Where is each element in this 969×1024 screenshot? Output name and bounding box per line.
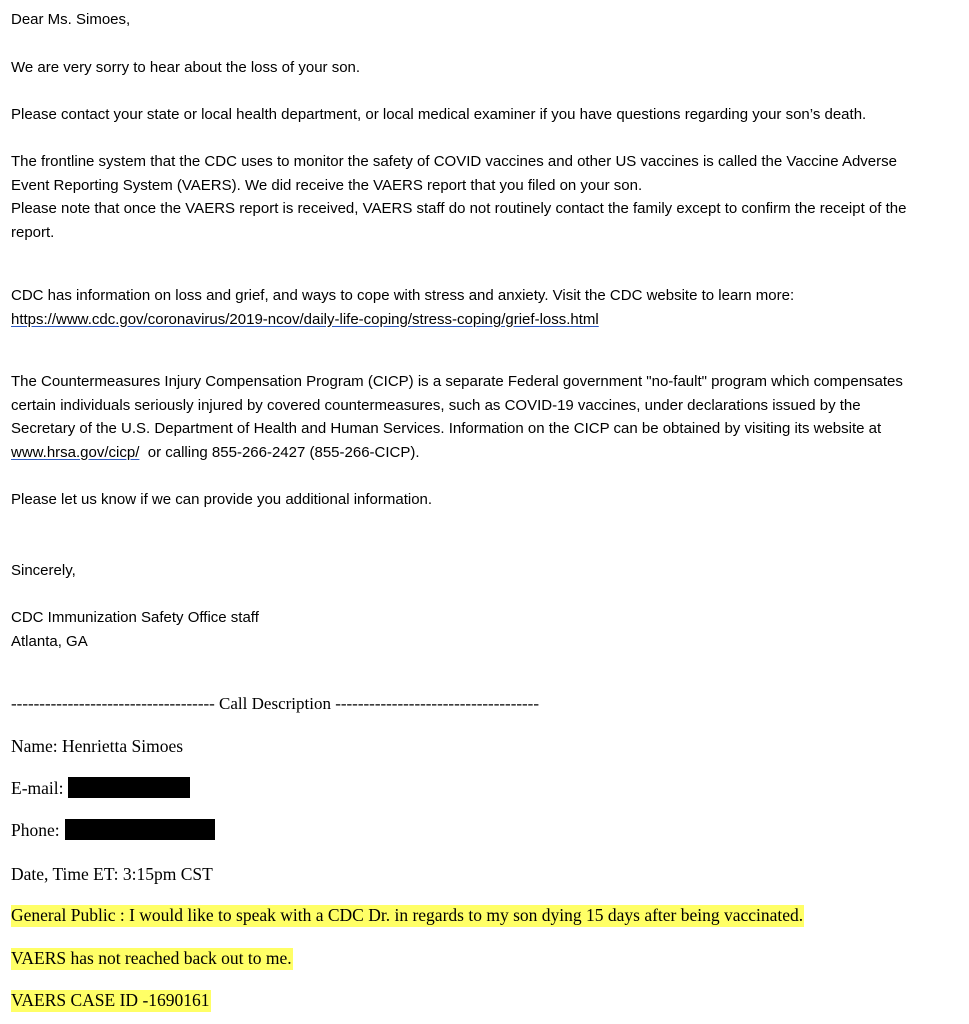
highlighted-text: General Public : I would like to speak with a CDC Dr. in regards to my son dying 15 days after being vaccinated.	[11, 905, 804, 925]
signature-line-2: Atlanta, GA	[11, 632, 88, 650]
caller-name: Name: Henrietta Simoes	[11, 736, 184, 756]
vaers-line-2: Event Reporting System (VAERS). We did receive the VAERS report that you filed on your son.	[11, 176, 643, 194]
call-description-header: ------------------------------------ Call Description ------------------------------------	[11, 694, 539, 713]
hrsa-cicp-link[interactable]: www.hrsa.gov/cicp/	[11, 443, 140, 461]
cicp-line-2: certain individuals seriously injured by covered countermeasures, such as COVID-19 vaccines, under declarations issued by the	[11, 396, 861, 414]
additional-info-text: Please let us know if we can provide you additional information.	[11, 491, 433, 508]
grief-text: CDC has information on loss and grief, and ways to cope with stress and anxiety. Visit the CDC website to learn more:	[11, 287, 795, 304]
vaers-paragraph	[11, 150, 955, 244]
email-redaction	[68, 777, 190, 798]
highlighted-text: VAERS CASE ID -1690161	[11, 990, 210, 1010]
email-row	[11, 776, 955, 800]
phone-label: Phone:	[11, 820, 60, 840]
email-label: E-mail:	[11, 778, 64, 798]
cicp-phone-text: or calling 855-266-2427 (855-266-CICP).	[139, 443, 420, 461]
grief-loss-link[interactable]: https://www.cdc.gov/coronavirus/2019-ncov/daily-life-coping/stress-coping/grief-loss.html	[11, 310, 599, 328]
highlighted-note-1	[11, 903, 955, 927]
vaers-line-1: The frontline system that the CDC uses to monitor the safety of COVID vaccines and other US vaccines is called the Vaccine Adverse	[11, 153, 897, 170]
sympathy-text: We are very sorry to hear about the loss of your son.	[11, 59, 361, 76]
cicp-line-1: The Countermeasures Injury Compensation Program (CICP) is a separate Federal government "no-fault" program which compensates	[11, 373, 903, 390]
cicp-line-4	[11, 441, 955, 465]
phone-redaction	[65, 819, 215, 840]
vaers-line-3: Please note that once the VAERS report is received, VAERS staff do not routinely contact the family except to confirm the receipt of the	[11, 200, 907, 217]
cicp-paragraph	[11, 370, 955, 464]
highlighted-text: VAERS has not reached back out to me.	[11, 948, 292, 968]
closing: Sincerely,	[11, 562, 76, 579]
signature-line-1: CDC Immunization Safety Office staff	[11, 609, 259, 626]
phone-row	[11, 818, 955, 842]
signature	[11, 606, 955, 653]
cicp-line-3: Secretary of the U.S. Department of Health and Human Services. Information on the CICP can be obtained by visiting its website at	[11, 420, 882, 437]
vaers-line-4: report.	[11, 223, 55, 241]
contact-advice-text: Please contact your state or local health department, or local medical examiner if you have questions regarding your son’s death.	[11, 106, 867, 123]
highlighted-note-3	[11, 988, 955, 1012]
call-datetime: Date, Time ET: 3:15pm CST	[11, 864, 213, 884]
highlighted-note-2	[11, 946, 955, 970]
greeting: Dear Ms. Simoes,	[11, 11, 131, 28]
grief-paragraph	[11, 284, 955, 331]
